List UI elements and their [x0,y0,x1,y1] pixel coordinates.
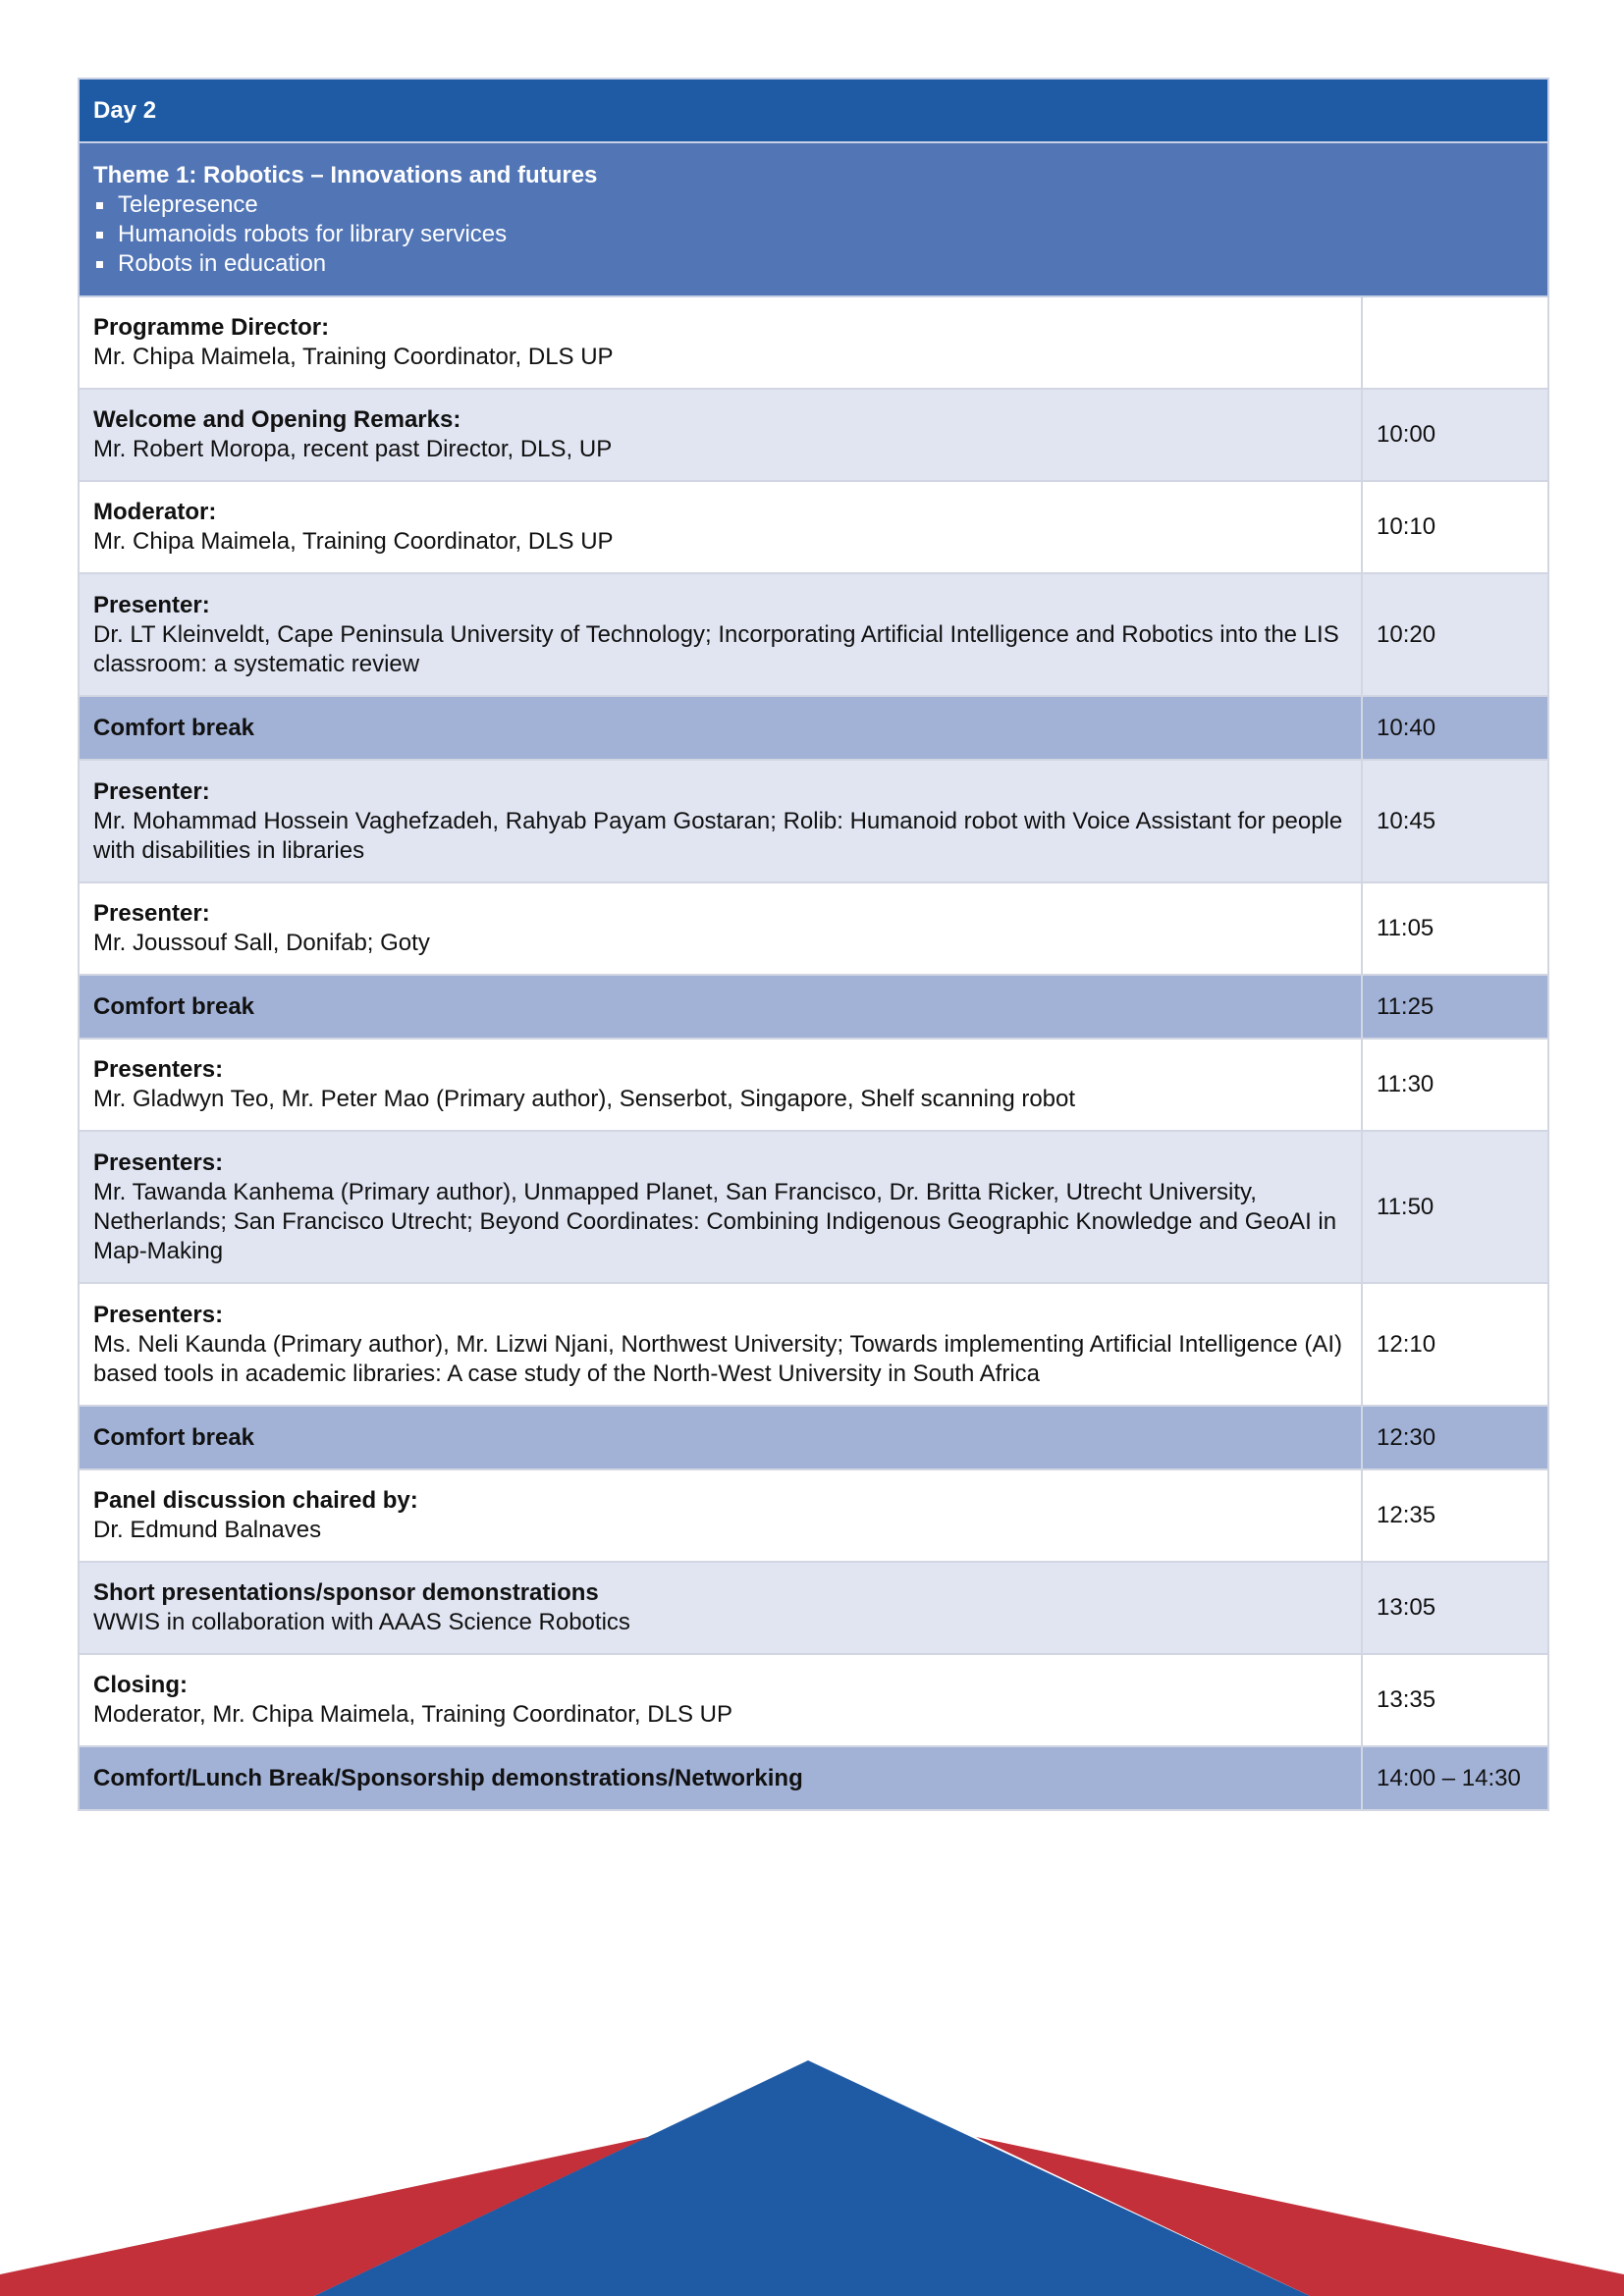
session-time: 11:30 [1362,1039,1548,1131]
session-label: Presenters: [93,1301,224,1328]
schedule-row [79,882,1548,975]
session-label: Short presentations/sponsor demonstrations [93,1579,599,1606]
theme-cell [79,142,1548,296]
session-time: 12:10 [1362,1283,1548,1406]
day-header-row [79,79,1548,142]
session-text: Mr. Chipa Maimela, Training Coordinator, DLS UP [93,344,614,370]
session-label: Presenter: [93,591,210,618]
session-text: Mr. Joussouf Sall, Donifab; Goty [93,930,430,956]
session-cell [79,1131,1362,1283]
break-time: 12:30 [1362,1406,1548,1469]
break-row [79,1746,1548,1810]
schedule-row [79,1654,1548,1746]
session-label: Programme Director: [93,314,330,341]
footer-decoration [0,2060,1624,2296]
session-time: 10:20 [1362,573,1548,696]
theme-title: Theme 1: Robotics – Innovations and futures [93,161,598,188]
schedule-row [79,1562,1548,1654]
schedule-row [79,1131,1548,1283]
break-time: 11:25 [1362,975,1548,1039]
session-label: Panel discussion chaired by: [93,1487,418,1514]
theme-bullet: Robots in education [93,249,1534,279]
session-text: Moderator, Mr. Chipa Maimela, Training Coordinator, DLS UP [93,1701,732,1728]
session-time: 13:05 [1362,1562,1548,1654]
session-label: Welcome and Opening Remarks: [93,406,461,433]
break-label: Comfort/Lunch Break/Sponsorship demonstrations/Networking [79,1746,1362,1810]
session-text: Ms. Neli Kaunda (Primary author), Mr. Lizwi Njani, Northwest University; Towards implementing Artificial Intelligence (AI) based tools in academic libraries: A case study of the North-West University in South Africa [93,1330,1342,1387]
session-label: Presenters: [93,1148,224,1176]
session-time: 11:50 [1362,1131,1548,1283]
session-cell [79,389,1362,481]
session-time: 10:45 [1362,760,1548,882]
schedule-row [79,1039,1548,1131]
theme-bullet-list [93,190,1534,279]
session-text: Dr. LT Kleinveldt, Cape Peninsula University of Technology; Incorporating Artificial Intelligence and Robotics into the LIS classroom: a systematic review [93,620,1339,677]
break-time: 10:40 [1362,696,1548,760]
session-cell [79,1283,1362,1406]
theme-bullet: Humanoids robots for library services [93,220,1534,249]
session-text: Mr. Mohammad Hossein Vaghefzadeh, Rahyab Payam Gostaran; Rolib: Humanoid robot with Voice Assistant for people with disabilities in libraries [93,807,1343,864]
schedule-row [79,1469,1548,1562]
break-label: Comfort break [79,696,1362,760]
session-label: Moderator: [93,499,217,525]
schedule-row [79,573,1548,696]
session-cell [79,1562,1362,1654]
break-time: 14:00 – 14:30 [1362,1746,1548,1810]
break-row [79,975,1548,1039]
session-time: 11:05 [1362,882,1548,975]
theme-row [79,142,1548,296]
session-text: Mr. Gladwyn Teo, Mr. Peter Mao (Primary author), Senserbot, Singapore, Shelf scanning robot [93,1086,1076,1112]
schedule-row [79,481,1548,573]
session-time: 13:35 [1362,1654,1548,1746]
session-label: Presenters: [93,1056,224,1083]
schedule-row [79,296,1548,389]
schedule-row [79,1283,1548,1406]
session-text: WWIS in collaboration with AAAS Science Robotics [93,1609,630,1635]
session-text: Dr. Edmund Balnaves [93,1517,322,1543]
session-text: Mr. Chipa Maimela, Training Coordinator, DLS UP [93,528,614,555]
session-cell [79,573,1362,696]
break-row [79,1406,1548,1469]
session-cell [79,1469,1362,1562]
session-time: 10:10 [1362,481,1548,573]
session-cell [79,1654,1362,1746]
session-cell [79,760,1362,882]
session-cell [79,296,1362,389]
break-label: Comfort break [79,1406,1362,1469]
session-cell [79,1039,1362,1131]
session-label: Presenter: [93,777,210,805]
session-time: 12:35 [1362,1469,1548,1562]
session-text: Mr. Tawanda Kanhema (Primary author), Unmapped Planet, San Francisco, Dr. Britta Ricker, Utrecht University, Netherlands; San Francisco Utrecht; Beyond Coordinates: Combining Indigenous Geographic Knowledge and GeoAI in Map-Making [93,1178,1337,1264]
session-cell [79,882,1362,975]
session-label: Presenter: [93,900,210,927]
break-row [79,696,1548,760]
session-time: 10:00 [1362,389,1548,481]
day-title: Day 2 [79,79,1548,142]
session-label: Closing: [93,1672,188,1698]
schedule-row [79,760,1548,882]
session-time [1362,296,1548,389]
session-cell [79,481,1362,573]
session-text: Mr. Robert Moropa, recent past Director, DLS, UP [93,436,613,462]
theme-bullet: Telepresence [93,190,1534,220]
schedule-row [79,389,1548,481]
schedule-table [78,78,1549,1811]
break-label: Comfort break [79,975,1362,1039]
